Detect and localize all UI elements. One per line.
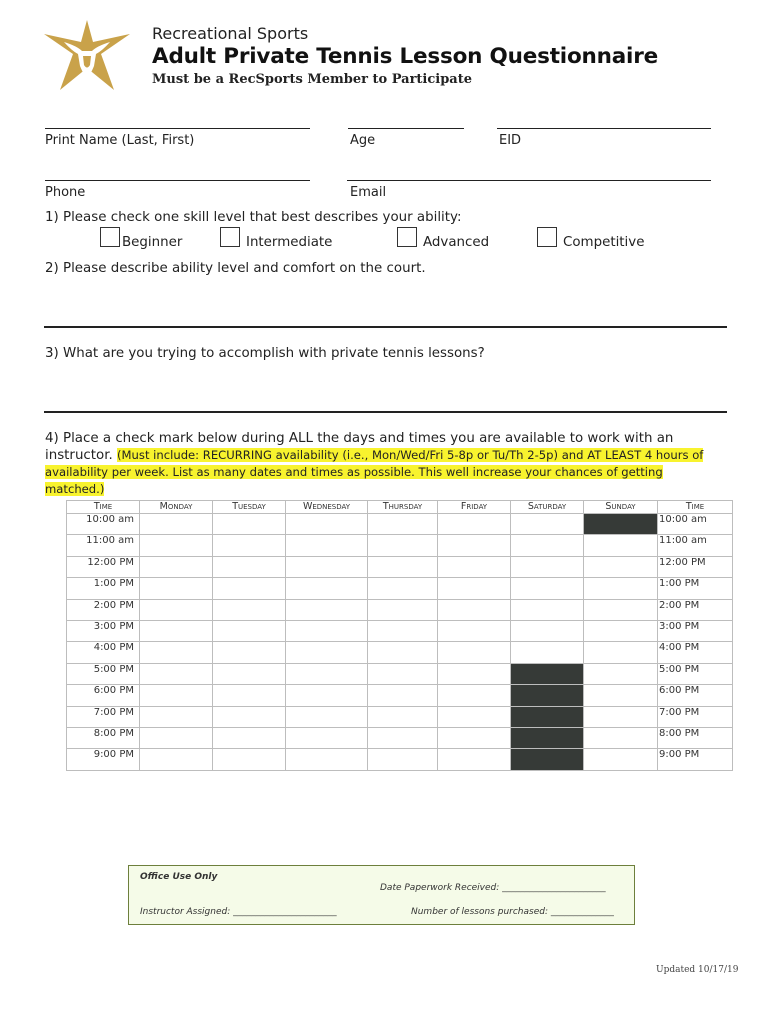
unavailable-slot-saturday — [511, 685, 584, 706]
slot-monday[interactable] — [140, 685, 213, 706]
slot-saturday[interactable] — [511, 620, 584, 641]
membership-note: Must be a RecSports Member to Participate — [152, 72, 473, 87]
unavailable-slot-saturday — [511, 749, 584, 770]
availability-table — [66, 500, 733, 771]
slot-sunday[interactable] — [584, 642, 658, 663]
slot-thursday[interactable] — [368, 749, 438, 770]
table-row — [67, 642, 733, 663]
time-label-right: 8:00 PM — [658, 727, 733, 748]
table-row — [67, 578, 733, 599]
header-wednesday: Wednesday — [286, 501, 368, 514]
time-label-right: 2:00 PM — [658, 599, 733, 620]
slot-thursday[interactable] — [368, 706, 438, 727]
eid-line[interactable] — [497, 128, 711, 129]
unavailable-slot-saturday — [511, 727, 584, 748]
phone-line[interactable] — [45, 180, 310, 181]
slot-friday[interactable] — [438, 514, 511, 535]
time-label-right: 10:00 am — [658, 514, 733, 535]
header-subtitle: Recreational Sports — [152, 24, 309, 43]
email-line[interactable] — [347, 180, 711, 181]
time-label-left: 12:00 PM — [67, 556, 140, 577]
slot-wednesday[interactable] — [286, 706, 368, 727]
slot-sunday[interactable] — [584, 578, 658, 599]
table-row — [67, 706, 733, 727]
slot-tuesday[interactable] — [213, 514, 286, 535]
slot-thursday[interactable] — [368, 535, 438, 556]
unavailable-slot-sunday — [584, 514, 658, 535]
option-competitive-label: Competitive — [563, 235, 645, 250]
slot-thursday[interactable] — [368, 620, 438, 641]
time-label-left: 7:00 PM — [67, 706, 140, 727]
table-row — [67, 620, 733, 641]
slot-wednesday[interactable] — [286, 578, 368, 599]
header-friday: Friday — [438, 501, 511, 514]
slot-thursday[interactable] — [368, 514, 438, 535]
email-label: Email — [350, 185, 387, 200]
slot-thursday[interactable] — [368, 727, 438, 748]
slot-sunday[interactable] — [584, 749, 658, 770]
question-4-text: 4) Place a check mark below during ALL the days and times you are available to work with an instructor. — [45, 431, 674, 463]
slot-tuesday[interactable] — [213, 556, 286, 577]
time-label-left: 5:00 PM — [67, 663, 140, 684]
slot-saturday[interactable] — [511, 514, 584, 535]
option-beginner-label: Beginner — [122, 235, 183, 250]
table-row — [67, 514, 733, 535]
header-sunday: Sunday — [584, 501, 658, 514]
time-label-right: 3:00 PM — [658, 620, 733, 641]
slot-monday[interactable] — [140, 556, 213, 577]
time-label-right: 6:00 PM — [658, 685, 733, 706]
slot-sunday[interactable] — [584, 727, 658, 748]
option-advanced-label: Advanced — [423, 235, 490, 250]
slot-wednesday[interactable] — [286, 599, 368, 620]
slot-wednesday[interactable] — [286, 663, 368, 684]
checkbox-beginner[interactable] — [100, 227, 120, 247]
header-time-left: Time — [67, 501, 140, 514]
slot-thursday[interactable] — [368, 599, 438, 620]
slot-tuesday[interactable] — [213, 620, 286, 641]
table-header-row — [67, 501, 733, 514]
slot-tuesday[interactable] — [213, 685, 286, 706]
slot-monday[interactable] — [140, 599, 213, 620]
slot-wednesday[interactable] — [286, 620, 368, 641]
time-label-right: 5:00 PM — [658, 663, 733, 684]
slot-sunday[interactable] — [584, 685, 658, 706]
slot-sunday[interactable] — [584, 535, 658, 556]
question-3: 3) What are you trying to accomplish with private tennis lessons? — [45, 346, 485, 361]
slot-sunday[interactable] — [584, 620, 658, 641]
slot-friday[interactable] — [438, 535, 511, 556]
date-received-field[interactable]: Date Paperwork Received: _______________________ — [380, 883, 606, 893]
time-label-left: 2:00 PM — [67, 599, 140, 620]
longhorn-star-logo — [42, 20, 132, 92]
time-label-left: 1:00 PM — [67, 578, 140, 599]
slot-friday[interactable] — [438, 663, 511, 684]
slot-friday[interactable] — [438, 727, 511, 748]
header-thursday: Thursday — [368, 501, 438, 514]
slot-thursday[interactable] — [368, 685, 438, 706]
table-row — [67, 727, 733, 748]
slot-saturday[interactable] — [511, 556, 584, 577]
slot-thursday[interactable] — [368, 556, 438, 577]
updated-date: Updated 10/17/19 — [656, 965, 739, 975]
slot-tuesday[interactable] — [213, 642, 286, 663]
slot-friday[interactable] — [438, 556, 511, 577]
slot-sunday[interactable] — [584, 663, 658, 684]
header-saturday: Saturday — [511, 501, 584, 514]
page-title: Adult Private Tennis Lesson Questionnaire — [152, 44, 659, 69]
slot-tuesday[interactable] — [213, 749, 286, 770]
checkbox-competitive[interactable] — [537, 227, 557, 247]
slot-tuesday[interactable] — [213, 578, 286, 599]
table-row — [67, 749, 733, 770]
time-label-right: 11:00 am — [658, 535, 733, 556]
slot-tuesday[interactable] — [213, 663, 286, 684]
slot-friday[interactable] — [438, 599, 511, 620]
lessons-purchased-field[interactable]: Number of lessons purchased: ______________ — [411, 907, 614, 917]
question-3-answer-line[interactable] — [44, 411, 727, 413]
slot-tuesday[interactable] — [213, 535, 286, 556]
slot-friday[interactable] — [438, 578, 511, 599]
time-label-right: 7:00 PM — [658, 706, 733, 727]
slot-monday[interactable] — [140, 578, 213, 599]
slot-wednesday[interactable] — [286, 642, 368, 663]
slot-monday[interactable] — [140, 663, 213, 684]
age-label: Age — [350, 133, 376, 148]
slot-friday[interactable] — [438, 685, 511, 706]
question-2-answer-line[interactable] — [44, 326, 727, 328]
time-label-left: 11:00 am — [67, 535, 140, 556]
table-row — [67, 663, 733, 684]
slot-saturday[interactable] — [511, 599, 584, 620]
eid-label: EID — [499, 133, 522, 148]
slot-wednesday[interactable] — [286, 514, 368, 535]
slot-friday[interactable] — [438, 620, 511, 641]
slot-wednesday[interactable] — [286, 727, 368, 748]
option-intermediate-label: Intermediate — [246, 235, 333, 250]
instructor-assigned-field[interactable]: Instructor Assigned: _______________________ — [140, 907, 337, 917]
time-label-right: 12:00 PM — [658, 556, 733, 577]
print-name-label: Print Name (Last, First) — [45, 133, 195, 148]
time-label-right: 4:00 PM — [658, 642, 733, 663]
time-label-left: 6:00 PM — [67, 685, 140, 706]
question-4-highlight: (Must include: RECURRING availability (i.e., Mon/Wed/Fri 5-8p or Tu/Th 2-5p) and AT LEAST 4 hours of availability per week. List as many dates and times as possible. This well increase your chances of getting matched.) — [45, 448, 704, 496]
header-tuesday: Tuesday — [213, 501, 286, 514]
slot-monday[interactable] — [140, 514, 213, 535]
slot-friday[interactable] — [438, 706, 511, 727]
table-row — [67, 599, 733, 620]
time-label-left: 10:00 am — [67, 514, 140, 535]
table-row — [67, 535, 733, 556]
slot-saturday[interactable] — [511, 642, 584, 663]
question-1: 1) Please check one skill level that best describes your ability: — [45, 210, 462, 225]
office-use-box — [128, 865, 635, 925]
slot-thursday[interactable] — [368, 578, 438, 599]
slot-monday[interactable] — [140, 620, 213, 641]
slot-thursday[interactable] — [368, 663, 438, 684]
table-row — [67, 556, 733, 577]
header-monday: Monday — [140, 501, 213, 514]
checkbox-intermediate[interactable] — [220, 227, 240, 247]
print-name-line[interactable] — [45, 128, 310, 129]
phone-label: Phone — [45, 185, 86, 200]
slot-wednesday[interactable] — [286, 556, 368, 577]
question-4 — [45, 430, 715, 498]
unavailable-slot-saturday — [511, 706, 584, 727]
slot-monday[interactable] — [140, 727, 213, 748]
time-label-left: 4:00 PM — [67, 642, 140, 663]
slot-wednesday[interactable] — [286, 535, 368, 556]
slot-saturday[interactable] — [511, 535, 584, 556]
slot-friday[interactable] — [438, 642, 511, 663]
slot-sunday[interactable] — [584, 556, 658, 577]
slot-monday[interactable] — [140, 642, 213, 663]
slot-sunday[interactable] — [584, 706, 658, 727]
slot-friday[interactable] — [438, 749, 511, 770]
time-label-right: 9:00 PM — [658, 749, 733, 770]
age-line[interactable] — [348, 128, 464, 129]
table-row — [67, 685, 733, 706]
slot-monday[interactable] — [140, 749, 213, 770]
slot-monday[interactable] — [140, 535, 213, 556]
unavailable-slot-saturday — [511, 663, 584, 684]
time-label-left: 3:00 PM — [67, 620, 140, 641]
header-time-right: Time — [658, 501, 733, 514]
slot-wednesday[interactable] — [286, 749, 368, 770]
slot-monday[interactable] — [140, 706, 213, 727]
time-label-left: 9:00 PM — [67, 749, 140, 770]
slot-tuesday[interactable] — [213, 599, 286, 620]
slot-tuesday[interactable] — [213, 727, 286, 748]
time-label-left: 8:00 PM — [67, 727, 140, 748]
time-label-right: 1:00 PM — [658, 578, 733, 599]
question-2: 2) Please describe ability level and comfort on the court. — [45, 261, 426, 276]
slot-saturday[interactable] — [511, 578, 584, 599]
slot-tuesday[interactable] — [213, 706, 286, 727]
slot-thursday[interactable] — [368, 642, 438, 663]
slot-wednesday[interactable] — [286, 685, 368, 706]
slot-sunday[interactable] — [584, 599, 658, 620]
office-use-title: Office Use Only — [140, 872, 218, 882]
checkbox-advanced[interactable] — [397, 227, 417, 247]
